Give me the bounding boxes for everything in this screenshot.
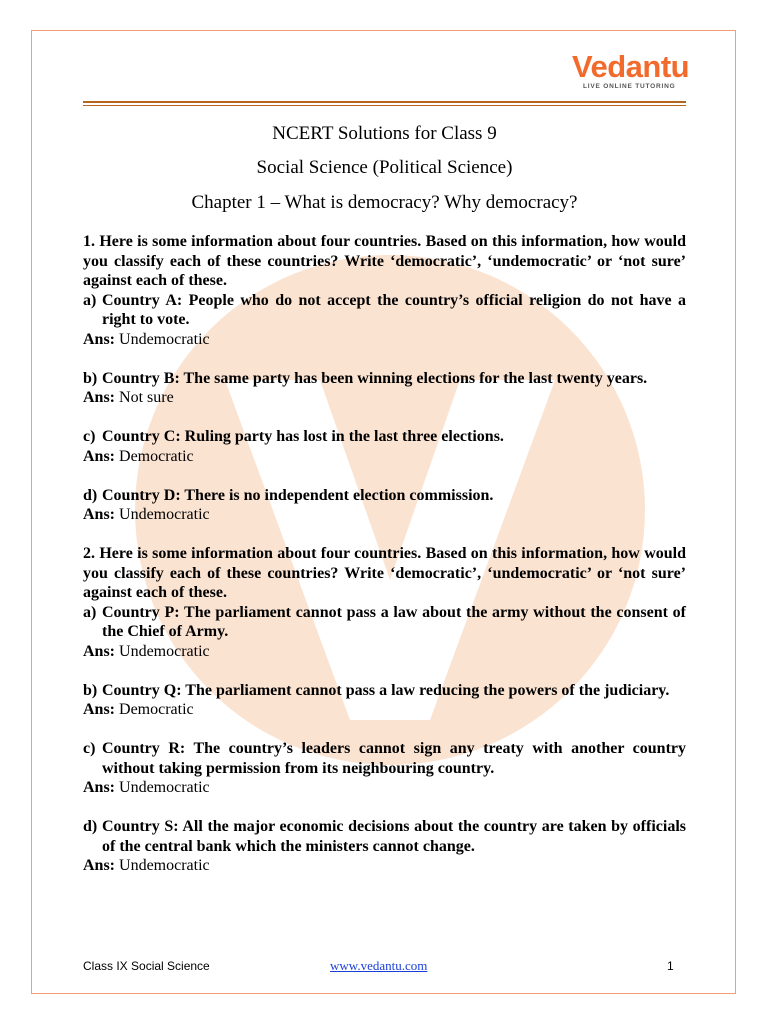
question-item [83,291,686,330]
answer-line [83,447,686,467]
question-item [83,427,686,447]
answer-value: Undemocratic [119,330,210,348]
answer-value: Democratic [119,701,194,718]
item-marker: c) [83,740,96,757]
item-text: Country C: Ruling party has lost in the last three elections. [102,428,504,445]
answer-label: Ans: [83,701,116,718]
answer-line [83,505,686,525]
page-number: 1 [667,959,674,973]
answer-label: Ans: [83,506,116,523]
item-text: Country S: All the major economic decisions about the country are taken by officials of the central bank which the ministers cannot change. [102,818,686,855]
answer-value: Undemocratic [119,506,210,523]
item-marker: c) [83,428,96,445]
answer-line [83,778,686,798]
item-text: Country P: The parliament cannot pass a law about the army without the consent of the Chief of Army. [102,603,686,640]
question-item [83,369,686,389]
answer-line [83,388,686,408]
question-item [83,817,686,856]
answer-line [83,700,686,720]
answer-line [83,856,686,876]
footer-website-link[interactable]: www.vedantu.com [330,958,428,973]
logo-tagline: LIVE ONLINE TUTORING [583,83,676,90]
header-rule-thin [83,105,686,106]
item-text: Country R: The country’s leaders cannot sign any treaty with another country without taking permission from its neighbouring country. [102,740,686,777]
question-prompt: 2. Here is some information about four countries. Based on this information, how would you classify each of these countries? Write ‘democratic’, ‘undemocratic’ or ‘not sure’ against each of these. [83,545,686,601]
answer-value: Democratic [119,447,194,465]
answer-label: Ans: [83,857,116,874]
item-marker: a) [83,603,97,621]
item-text: Country A: People who do not accept the country’s official religion do not have a right to vote. [102,291,686,328]
item-marker: d) [83,486,98,504]
answer-value: Undemocratic [119,779,210,796]
doc-title: NCERT Solutions for Class 9 [272,123,497,144]
answer-label: Ans: [83,389,116,406]
answer-value: Undemocratic [119,642,210,660]
answer-line [83,330,686,350]
questions-body [83,232,686,876]
doc-subtitle: Social Science (Political Science) [256,157,513,178]
answer-label: Ans: [83,642,116,660]
question-item [83,681,686,701]
item-marker: b) [83,369,98,387]
answer-label: Ans: [83,447,116,465]
item-text: Country Q: The parliament cannot pass a law reducing the powers of the judiciary. [102,681,670,699]
header-rule [83,101,686,103]
item-marker: d) [83,818,98,835]
answer-label: Ans: [83,330,116,348]
question-prompt: 1. Here is some information about four countries. Based on this information, how would you classify each of these countries? Write ‘democratic’, ‘undemocratic’ or ‘not sure’ against each of these. [83,233,686,289]
footer-subject: Class IX Social Science [83,959,210,973]
chapter-title: Chapter 1 – What is democracy? Why democracy? [191,192,578,213]
answer-line [83,642,686,662]
item-marker: a) [83,291,97,309]
item-marker: b) [83,681,98,699]
item-text: Country D: There is no independent election commission. [102,486,494,504]
question-item [83,486,686,506]
question-item [83,603,686,642]
answer-value: Not sure [119,389,174,406]
vedantu-logo [572,50,692,94]
answer-label: Ans: [83,779,116,796]
logo-wordmark: Vedantu [572,49,690,84]
question-item [83,739,686,778]
item-text: Country B: The same party has been winning elections for the last twenty years. [102,369,648,387]
answer-value: Undemocratic [119,857,210,874]
